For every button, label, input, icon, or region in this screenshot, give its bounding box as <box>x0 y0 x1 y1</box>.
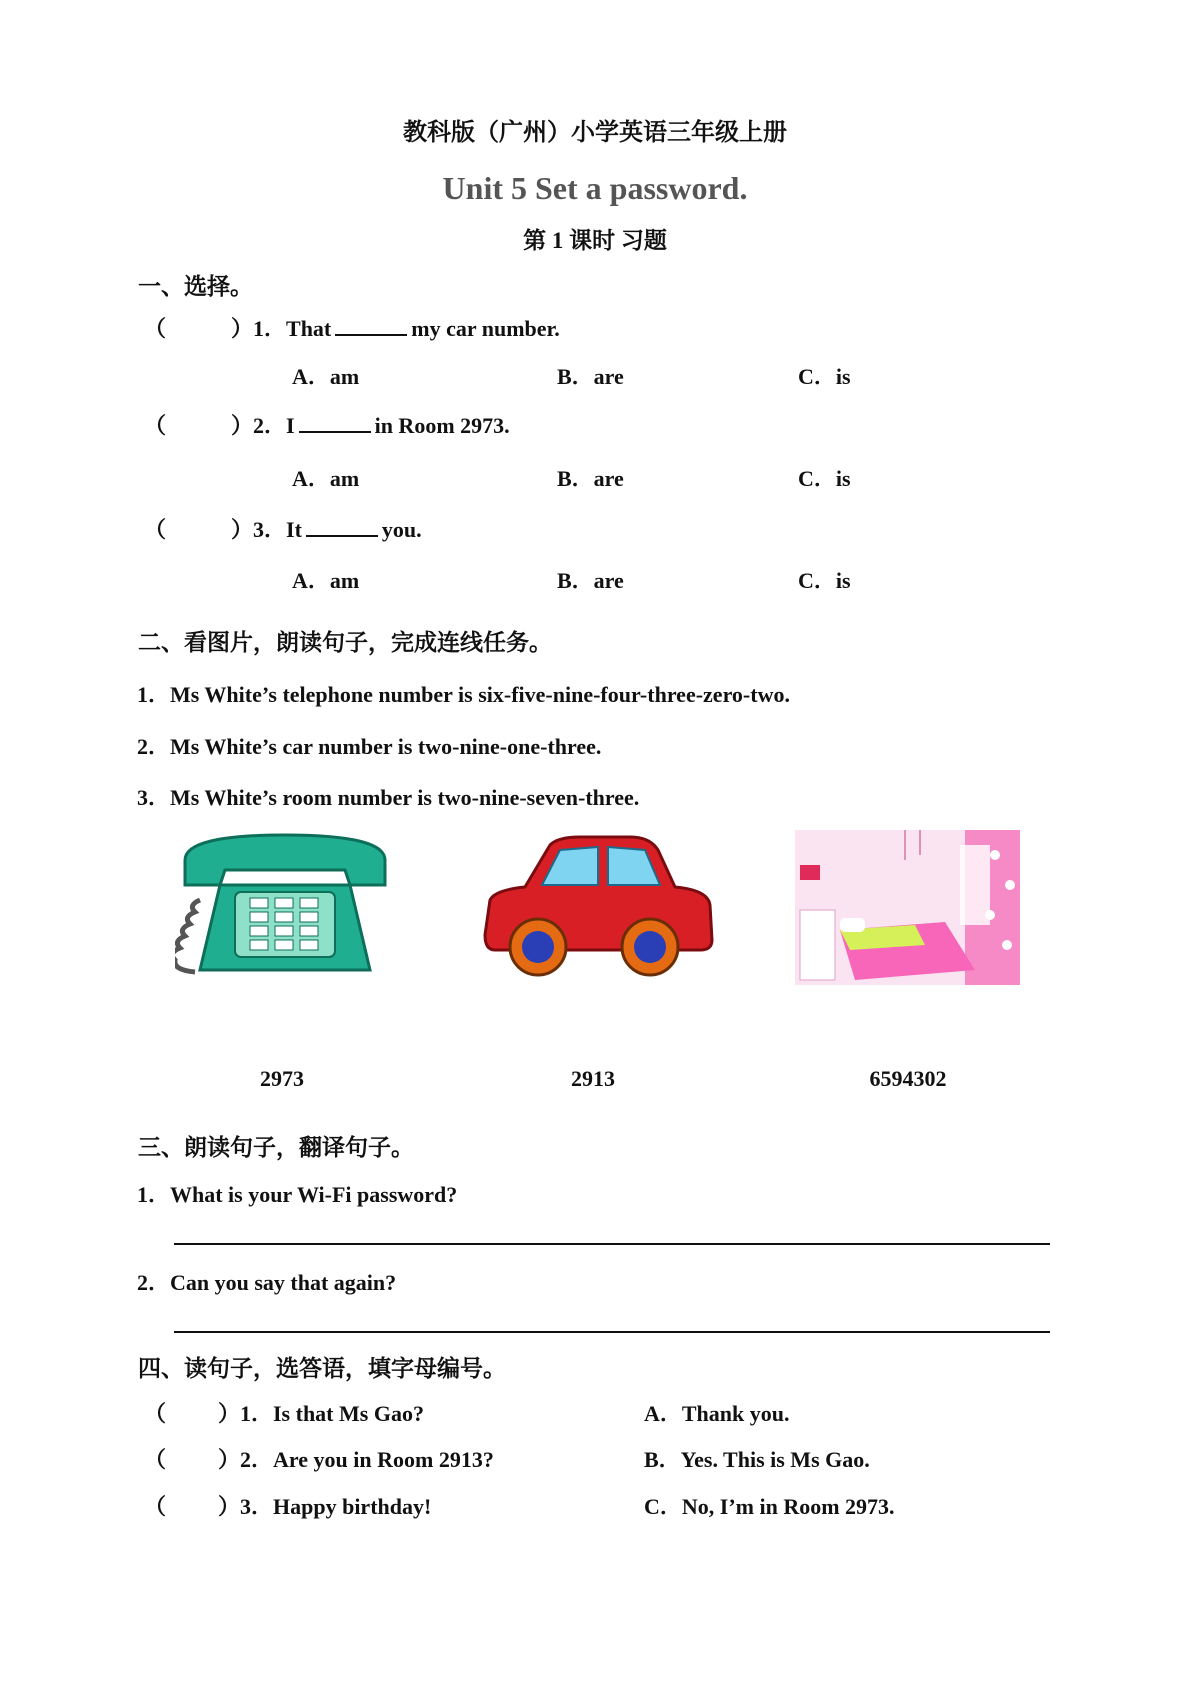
q1-option-a: A．am <box>292 364 360 389</box>
q2-option-b: B．are <box>557 466 624 491</box>
header-publisher: 教科版（广州）小学英语三年级上册 <box>403 120 787 146</box>
q2-paren-open: （ <box>144 413 167 438</box>
q3-option-a: A．am <box>292 568 360 593</box>
q2-option-c: C．is <box>798 466 851 491</box>
q1-number: ）1． <box>231 316 287 341</box>
section3-title: 三、朗读句子，翻译句子。 <box>138 1135 414 1160</box>
question-3 <box>231 513 422 544</box>
number-1: 2973 <box>260 1066 304 1091</box>
q1-option-c: C．is <box>798 364 851 389</box>
section1-title: 一、选择。 <box>138 274 253 299</box>
q2-after: in Room 2973. <box>374 413 510 438</box>
answer-line-2[interactable] <box>174 1331 1050 1333</box>
q3-blank[interactable] <box>306 517 378 537</box>
q3-option-b: B．are <box>557 568 624 593</box>
unit-title: Unit 5 Set a password. <box>442 170 748 206</box>
number-2: 2913 <box>571 1066 615 1091</box>
q3-number: ）3． <box>231 517 287 542</box>
s4-question-3: ）3．Happy birthday! <box>218 1494 432 1519</box>
question-2 <box>231 409 510 440</box>
q3-option-c: C．is <box>798 568 851 593</box>
s3-item-2: 2．Can you say that again? <box>137 1270 397 1295</box>
q1-after: my car number. <box>411 316 560 341</box>
s4-answer-b: B．Yes. This is Ms Gao. <box>644 1447 870 1472</box>
q1-paren-open: （ <box>144 316 167 341</box>
car-image <box>480 835 715 985</box>
q1-blank[interactable] <box>335 316 407 336</box>
q3-after: you. <box>381 517 422 542</box>
s4-answer-c: C．No, I’m in Room 2973. <box>644 1494 895 1519</box>
bedroom-image <box>795 830 1020 985</box>
q2-option-a: A．am <box>292 466 360 491</box>
answer-line-1[interactable] <box>174 1243 1050 1245</box>
s4-q3-paren: （ <box>144 1494 167 1519</box>
telephone-image <box>175 830 395 980</box>
s4-question-1: ）1．Is that Ms Gao? <box>218 1401 424 1426</box>
q2-before: I <box>286 413 295 438</box>
lesson-title: 第 1 课时 习题 <box>523 228 667 253</box>
s2-sentence-1: 1．Ms White’s telephone number is six-five-nine-four-three-zero-two. <box>137 682 790 707</box>
q1-before: That <box>286 316 332 341</box>
q3-paren-open: （ <box>144 517 167 542</box>
section2-title: 二、看图片，朗读句子，完成连线任务。 <box>138 630 552 655</box>
s4-q1-paren: （ <box>144 1401 167 1426</box>
q2-number: ）2． <box>231 413 287 438</box>
q1-option-b: B．are <box>557 364 624 389</box>
s4-answer-a: A．Thank you. <box>644 1401 790 1426</box>
s4-q2-paren: （ <box>144 1447 167 1472</box>
s2-sentence-3: 3．Ms White’s room number is two-nine-seven-three. <box>137 785 640 810</box>
section4-title: 四、读句子，选答语，填字母编号。 <box>138 1356 506 1381</box>
s3-item-1: 1．What is your Wi-Fi password? <box>137 1182 458 1207</box>
s4-question-2: ）2．Are you in Room 2913? <box>218 1447 494 1472</box>
q2-blank[interactable] <box>299 413 371 433</box>
question-1 <box>231 312 560 343</box>
q3-before: It <box>286 517 302 542</box>
s2-sentence-2: 2．Ms White’s car number is two-nine-one-three. <box>137 734 602 759</box>
number-3: 6594302 <box>869 1066 947 1091</box>
